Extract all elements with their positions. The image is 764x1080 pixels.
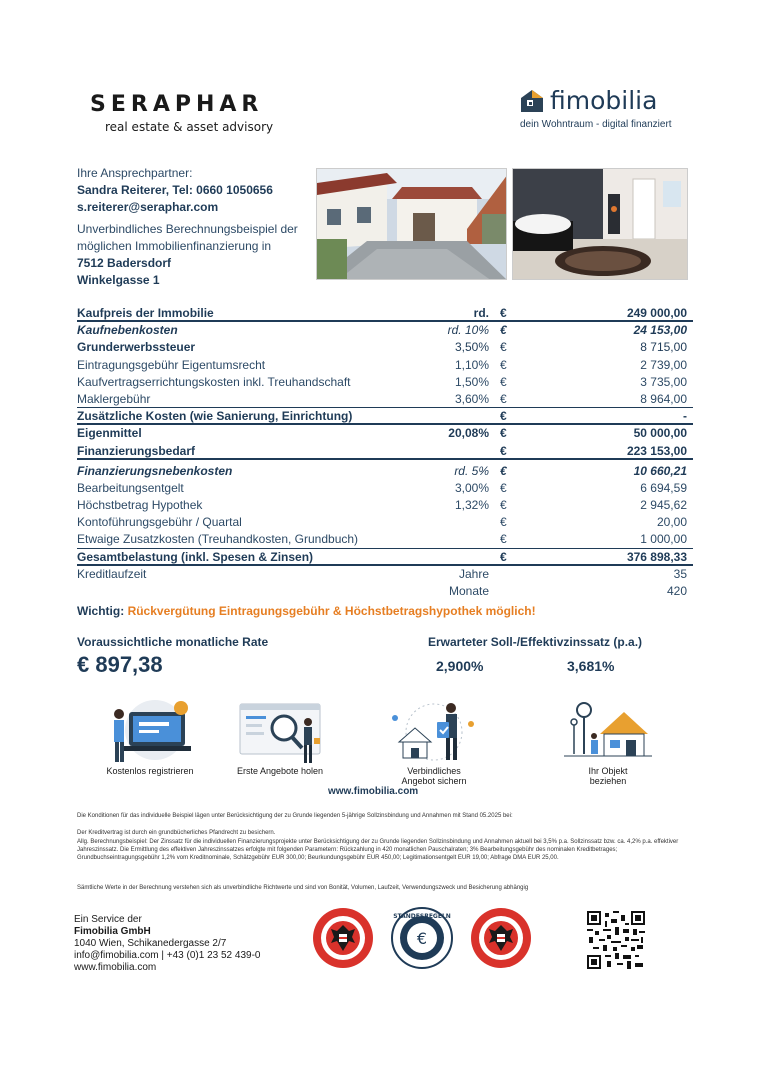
row-amount: 2 739,00 [640,357,687,372]
table-row [77,322,693,339]
table-row [77,408,693,425]
row-amount: 249 000,00 [626,306,687,320]
row-amount: - [683,409,687,424]
table-row [77,463,693,480]
step-label: Erste Angebote holen [236,766,324,776]
row-label: Grunderwerbssteuer [77,340,196,355]
row-amount: 8 715,00 [640,340,687,355]
fineprint-conditions: Die Konditionen für das individuelle Beispiel lägen unter Berücksichtigung der zu Grunde liegenden 5-jährige Sollzinsbindung und Annahmen mit Stand 05.2025 bei: [77,813,513,819]
row-currency: € [500,409,507,424]
table-row [77,443,693,460]
row-amount: 3 735,00 [640,374,687,389]
row-percent: 20,08% [448,426,489,441]
fimobilia-tagline: dein Wohntraum - digital finanziert [520,119,672,130]
house-person-icon [560,698,656,766]
qr-code-icon[interactable] [587,911,645,969]
row-label: Eigenmittel [77,426,142,441]
row-currency: € [500,463,507,478]
row-label: Bearbeitungsentgelt [77,480,184,495]
table-row [77,480,693,497]
contact-heading: Ihre Ansprechpartner: [77,166,193,180]
row-percent: Jahre [458,566,489,581]
row-currency: € [500,443,507,458]
row-currency: € [500,391,507,406]
step-secure-offer[interactable] [376,698,492,786]
seal-text: STANDESREGELN [393,913,451,920]
row-percent: 3,50% [454,340,489,355]
row-percent: 3,60% [454,391,489,406]
fineprint-disclaimer: Sämtliche Werte in der Berechnung verstehen sich als unverbindliche Richtwerte und sind von Bonität, Volumen, Laufzeit, Verwendungszweck und Besicherung abhängig [77,885,529,891]
row-currency: € [500,306,507,320]
intro-line2: möglichen Immobilienfinanzierung in [77,239,272,253]
seraphar-tagline: real estate & asset advisory [105,120,274,134]
table-row [77,514,693,531]
row-currency: € [500,549,507,564]
fineprint-security: Der Kreditvertrag ist durch ein grundbücherliches Pfandrecht zu besichern. [77,830,276,836]
row-label: Finanzierungsbedarf [77,443,196,458]
property-interior-photo [512,168,688,280]
row-currency: € [500,374,507,389]
row-currency: € [500,340,507,355]
austrian-eagle-seal-2-icon [470,907,532,969]
row-currency: € [500,532,507,547]
row-amount: 10 660,21 [633,463,687,478]
row-percent: rd. 5% [454,463,489,478]
footer-address [74,914,260,974]
table-row [77,566,693,583]
footer-contact[interactable]: info@fimobilia.com | +43 (0)1 23 52 439-0 [74,950,261,961]
fineprint-example: Allg. Berechnungsbeispiel: Der Zinssatz für die individuellen Finanzierungsprojekte unter Berücksichtigung der zu Grunde liegenden Sollzinsbindung und Annahmen aktuell bei 3,5% p.a. Sollzinssatz bzw. ca. 4,2% p.a. effektiver Jahreszinssatz. Die Ermittlung des effektiven Jahreszinssatzes erfolgte mit folgenden Parametern: Rückzahlung in 420 monatlichen Pauschalraten; 3% Bearbeitungsgebühr des nominalen Kreditbetrages; Grundbuchseintragungsgebühr 1,2% vom Kreditnominale, Schätzgebühr EUR 300,00; Beurkundungsgebühr EUR 450,00; Legitimationsentgelt EUR 19,00; Abfrage DMA EUR 25,00. [77,839,679,861]
row-currency: € [500,357,507,372]
row-amount: 223 153,00 [626,443,687,458]
row-amount: 35 [673,566,687,581]
row-label: Zusätzliche Kosten (wie Sanierung, Einrichtung) [77,409,353,424]
table-row [77,531,693,548]
row-amount: 1 000,00 [640,532,687,547]
row-label: Etwaige Zusatzkosten (Treuhandkosten, Grundbuch) [77,532,359,547]
row-label: Eintragungsgebühr Eigentumsrecht [77,357,266,372]
row-amount: 24 153,00 [633,323,687,338]
property-city: 7512 Badersdorf [77,256,172,270]
row-amount: 6 694,59 [640,480,687,495]
row-label: Kaufvertragserrichtungskosten inkl. Treuhandschaft [77,374,351,389]
intro-line1: Unverbindliches Berechnungsbeispiel der [77,222,298,236]
row-percent: 1,32% [454,498,489,513]
website-link[interactable]: www.fimobilia.com [328,786,419,797]
row-amount: 8 964,00 [640,391,687,406]
table-row [77,391,693,408]
step-offers[interactable] [228,698,332,776]
financing-table [77,305,693,600]
row-currency: € [500,498,507,513]
seraphar-logo-text: SERAPHAR [90,92,264,117]
person-house-tablet-icon [379,698,489,766]
interest-effektiv: 3,681% [567,658,615,674]
row-label: Finanzierungsnebenkosten [77,463,233,478]
contact-block [77,165,273,216]
magnifier-person-icon [232,698,328,766]
step-label: Ihr Objekt beziehen [588,766,628,786]
table-row [77,583,693,600]
laptop-person-icon [95,698,205,766]
fimobilia-wordmark: fimobilia [550,86,658,115]
property-exterior-photo [316,168,507,280]
row-amount: 50 000,00 [633,426,687,441]
table-row [77,339,693,356]
row-currency: € [500,426,507,441]
table-row [77,374,693,391]
interest-soll: 2,900% [436,658,484,674]
row-percent: 1,10% [454,357,489,372]
step-label: Verbindliches Angebot sichern [401,766,467,786]
monthly-rate-value: € 897,38 [77,652,163,677]
table-row [77,357,693,374]
svg-text:€: € [416,929,428,948]
step-label: Kostenlos registrieren [106,766,194,776]
contact-person: Sandra Reiterer, Tel: 0660 1050656 [77,183,273,197]
step-register[interactable] [92,698,208,776]
row-label: Kreditlaufzeit [77,566,147,581]
monthly-rate-label: Voraussichtliche monatliche Rate [77,635,269,649]
row-percent: Monate [448,584,489,598]
intro-block [77,221,298,289]
row-currency: € [500,323,507,338]
notice [77,604,536,618]
row-label: Gesamtbelastung (inkl. Spesen & Zinsen) [77,549,314,564]
row-label: Kaufpreis der Immobilie [77,306,214,320]
table-row [77,425,693,442]
row-percent: rd. 10% [447,323,489,338]
table-row [77,305,693,322]
row-amount: 420 [666,584,687,598]
austrian-eagle-seal-icon [312,907,374,969]
step-move-in[interactable] [548,698,668,786]
row-percent: 1,50% [454,374,489,389]
row-currency: € [500,480,507,495]
table-row [77,549,693,566]
row-percent: rd. [473,306,489,320]
row-amount: 20,00 [656,515,687,530]
row-amount: 2 945,62 [640,498,687,513]
footer-street: 1040 Wien, Schikanedergasse 2/7 [74,938,227,949]
row-amount: 376 898,33 [626,549,687,564]
fimobilia-logo [520,86,657,115]
row-currency: € [500,515,507,530]
table-row [77,497,693,514]
notice-prefix: Wichtig: [77,604,128,618]
row-label: Kontoführungsgebühr / Quartal [77,515,242,530]
standesregeln-seal-icon [391,907,453,969]
row-percent: 3,00% [454,480,489,495]
footer-service-line: Ein Service der [74,914,142,925]
contact-email[interactable]: s.reiterer@seraphar.com [77,200,219,214]
row-label: Höchstbetrag Hypothek [77,498,203,513]
footer-company: Fimobilia GmbH [74,926,151,937]
fimobilia-house-icon [520,89,544,113]
row-label: Kaufnebenkosten [77,323,178,338]
row-label: Maklergebühr [77,391,151,406]
interest-label: Erwarteter Soll-/Effektivzinssatz (p.a.) [428,635,643,649]
footer-web[interactable]: www.fimobilia.com [74,962,157,973]
property-street: Winkelgasse 1 [77,273,160,287]
notice-highlight: Rückvergütung Eintragungsgebühr & Höchstbetragshypothek möglich! [127,604,536,618]
